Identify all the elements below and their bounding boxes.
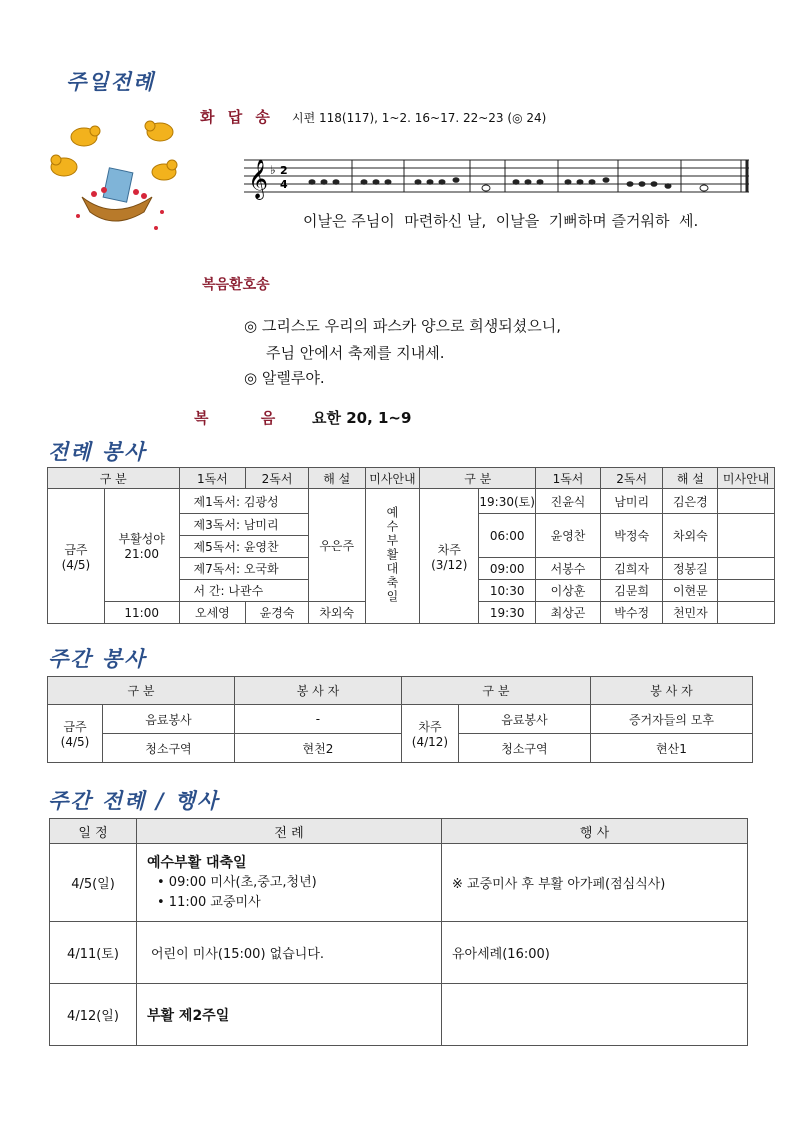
event-liturgy-title: 예수부활 대축일: [147, 854, 247, 871]
event-date: 4/5(일): [50, 844, 137, 922]
next-guide: [718, 514, 775, 558]
next-reader2: 박정숙: [600, 514, 663, 558]
next-reader1: 서봉수: [536, 558, 601, 580]
gospel-acclamation-label: 복음환호송: [202, 277, 270, 293]
acclamation-line-3: ◎ 알렐루야.: [244, 369, 325, 387]
weekly-value: 현산1: [590, 734, 752, 763]
weekly-header-volunteer-next: 봉 사 자: [590, 677, 752, 705]
events-header-event: 행 사: [442, 819, 748, 844]
next-guide: [718, 602, 775, 624]
header-commentary-next: 해 설: [663, 468, 718, 489]
event-detail: 유아세례(16:00): [442, 922, 748, 984]
mass-guide-cell: 예수부활대축일: [365, 489, 420, 624]
event-liturgy-item: • 11:00 교중미사: [157, 894, 261, 910]
next-reader1: 최상곤: [536, 602, 601, 624]
svg-text:2: 2: [280, 164, 288, 177]
weekly-service-table: [47, 676, 753, 763]
next-time: 06:00: [479, 514, 536, 558]
event-detail: [442, 984, 748, 1046]
psalm-label: 화 답 송: [200, 108, 274, 126]
weekly-next-week: 차주 (4/12): [401, 705, 458, 763]
next-reader1: 진윤식: [536, 489, 601, 514]
event-liturgy-title: 부활 제2주일: [137, 984, 442, 1046]
next-reader2: 박수정: [600, 602, 663, 624]
vigil-reader: 제5독서: 윤영찬: [179, 536, 308, 558]
svg-text:♭: ♭: [270, 163, 276, 177]
next-reader2: 남미리: [600, 489, 663, 514]
weekly-key: 음료봉사: [458, 705, 590, 734]
header-reading2-next: 2독서: [600, 468, 663, 489]
header-commentary: 해 설: [308, 468, 365, 489]
next-guide: [718, 558, 775, 580]
event-liturgy: [137, 844, 442, 922]
next-reader1: 이상훈: [536, 580, 601, 602]
weekly-header-category: 구 분: [48, 677, 235, 705]
section-title-service: 전례 봉사: [48, 439, 147, 464]
next-commentary: 김은경: [663, 489, 718, 514]
next-guide: [718, 580, 775, 602]
next-commentary: 천민자: [663, 602, 718, 624]
acclamation-line-1: ◎ 그리스도 우리의 파스카 양으로 희생되셨으니,: [244, 317, 562, 335]
psalm-lyrics: 이날은 주님이 마련하신 날, 이날을 기뻐하며 즐거워하 세.: [303, 212, 699, 230]
gospel-reference: 요한 20, 1~9: [312, 409, 412, 427]
next-reader1: 윤영찬: [536, 514, 601, 558]
next-week-cell: 차주 (3/12): [420, 489, 479, 624]
psalm-reference: 시편 118(117), 1~2. 16~17. 22~23 (◎ 24): [292, 111, 547, 125]
section-title-events: 주간 전례 / 행사: [48, 788, 220, 813]
vigil-reader: 제3독서: 남미리: [179, 514, 308, 536]
vigil-commentary: 우은주: [308, 489, 365, 602]
section-title-liturgy: 주일전례: [66, 69, 156, 94]
weekly-header-volunteer: 봉 사 자: [234, 677, 401, 705]
event-liturgy: 어린이 미사(15:00) 없습니다.: [137, 922, 442, 984]
header-reading2: 2독서: [246, 468, 309, 489]
weekly-key: 음료봉사: [103, 705, 235, 734]
morning-reader2: 윤경숙: [246, 602, 309, 624]
next-time: 19:30: [479, 602, 536, 624]
section-title-weekly: 주간 봉사: [48, 646, 147, 671]
acclamation-line-2: 주님 안에서 축제를 지내세.: [266, 344, 445, 362]
weekly-this-week: 금주 (4/5): [48, 705, 103, 763]
events-header-liturgy: 전 례: [137, 819, 442, 844]
event-date: 4/12(일): [50, 984, 137, 1046]
music-staff: [244, 152, 752, 204]
liturgy-service-table: [47, 467, 775, 624]
header-reading1: 1독서: [179, 468, 246, 489]
morning-reader1: 오세영: [179, 602, 246, 624]
header-category: 구 분: [48, 468, 180, 489]
next-reader2: 김희자: [600, 558, 663, 580]
next-commentary: 정봉길: [663, 558, 718, 580]
svg-text:4: 4: [280, 178, 288, 191]
header-mass-guide: 미사안내: [365, 468, 420, 489]
weekly-value: 증거자들의 모후: [590, 705, 752, 734]
birds-basket-illustration: [44, 112, 184, 232]
morning-time: 11:00: [104, 602, 179, 624]
header-category-next: 구 분: [420, 468, 536, 489]
next-reader2: 김문희: [600, 580, 663, 602]
this-week-cell: 금주 (4/5): [48, 489, 105, 624]
events-header-date: 일 정: [50, 819, 137, 844]
vigil-reader: 제7독서: 오국화: [179, 558, 308, 580]
header-mass-guide-next: 미사안내: [718, 468, 775, 489]
next-time: 10:30: [479, 580, 536, 602]
next-time: 09:00: [479, 558, 536, 580]
weekly-value: -: [234, 705, 401, 734]
weekly-value: 현천2: [234, 734, 401, 763]
easter-vigil-cell: 부활성야 21:00: [104, 489, 179, 602]
next-guide: [718, 489, 775, 514]
weekly-key: 청소구역: [458, 734, 590, 763]
header-reading1-next: 1독서: [536, 468, 601, 489]
event-detail: ※ 교중미사 후 부활 아가페(점심식사): [442, 844, 748, 922]
next-commentary: 차외숙: [663, 514, 718, 558]
event-date: 4/11(토): [50, 922, 137, 984]
gospel-label: 복 음: [194, 409, 276, 427]
events-table: [49, 818, 748, 1046]
event-liturgy-item: • 09:00 미사(초,중고,청년): [157, 874, 317, 890]
vigil-reader: 서 간: 나관수: [179, 580, 308, 602]
svg-text:𝄞: 𝄞: [248, 159, 269, 199]
next-commentary: 이현문: [663, 580, 718, 602]
weekly-key: 청소구역: [103, 734, 235, 763]
next-time: 19:30(토): [479, 489, 536, 514]
weekly-header-category-next: 구 분: [401, 677, 590, 705]
vigil-reader: 제1독서: 김광성: [179, 489, 308, 514]
morning-commentary: 차외숙: [308, 602, 365, 624]
